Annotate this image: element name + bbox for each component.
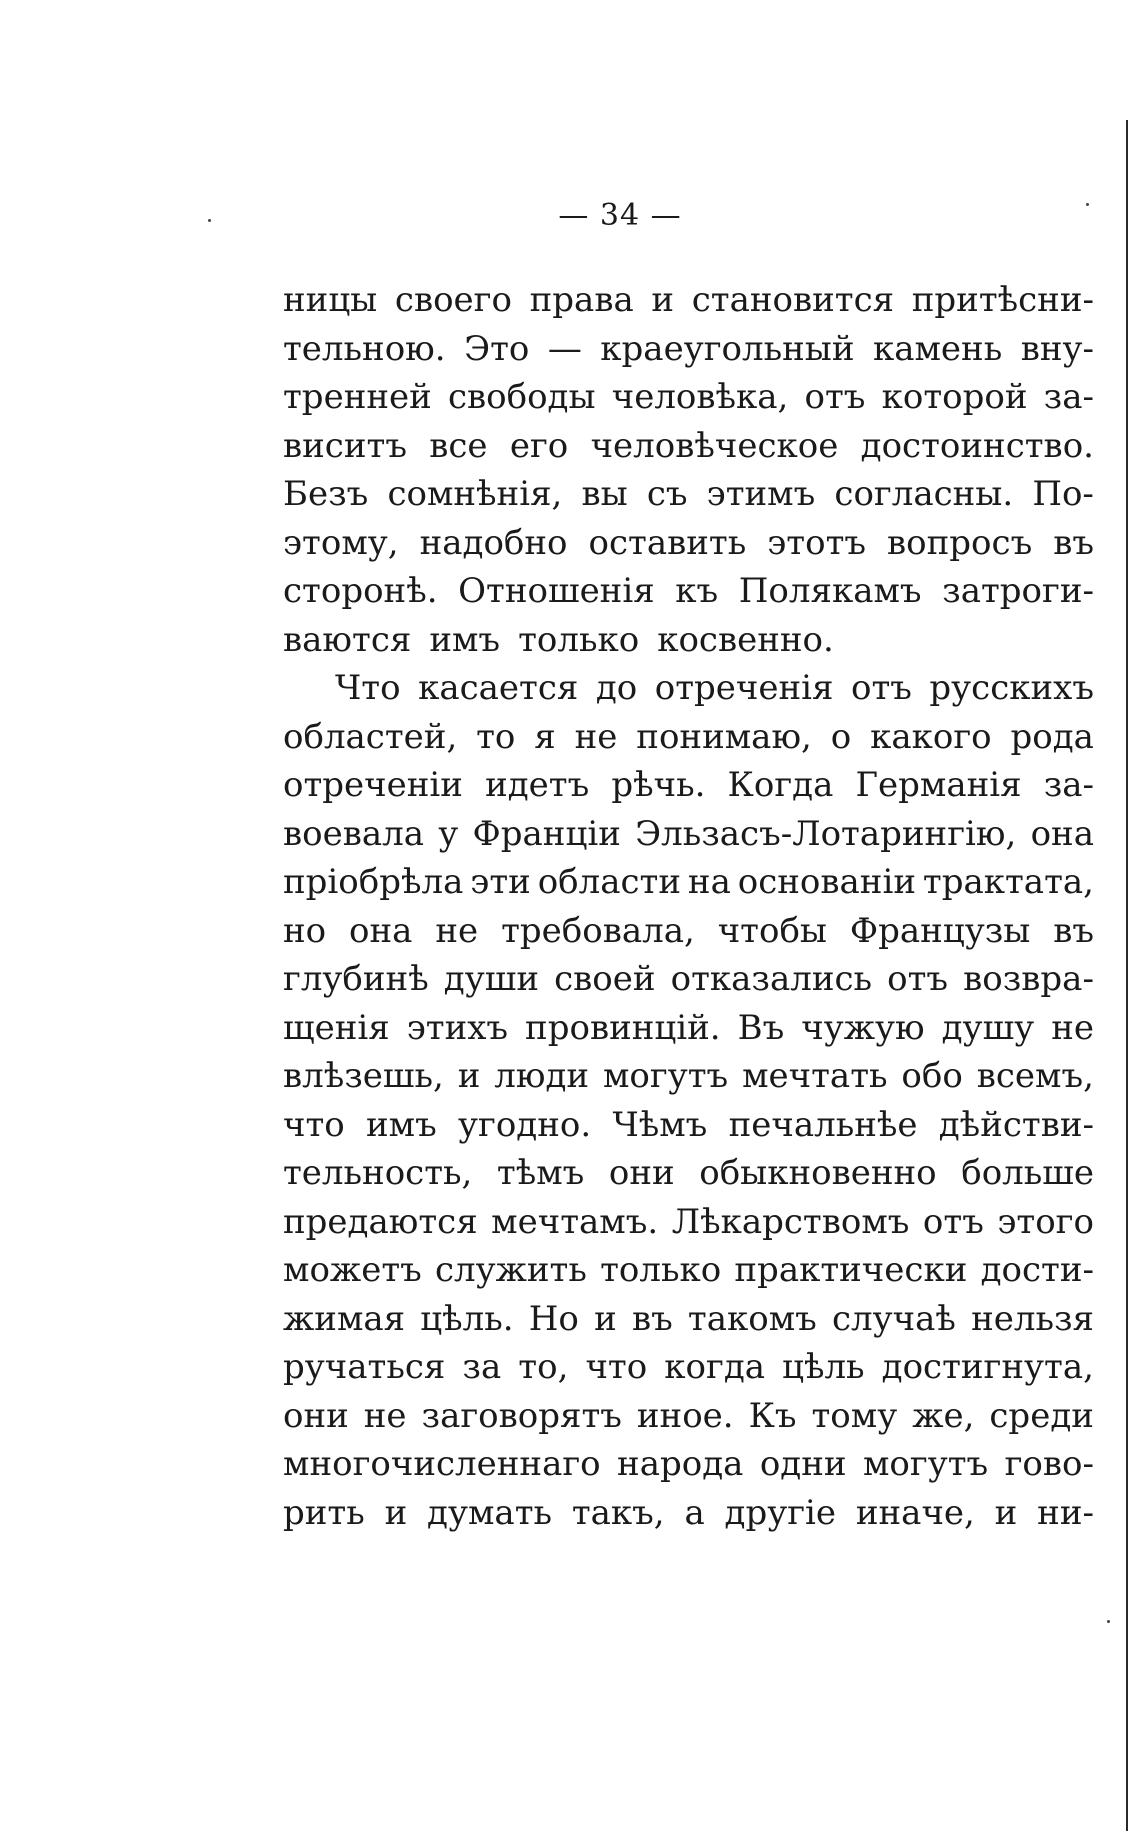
word: вы: [581, 474, 628, 514]
word: Франціи: [472, 813, 621, 854]
text-line: [283, 810, 1094, 859]
word: заговорятъ: [421, 1395, 622, 1436]
word: воевала: [283, 813, 425, 854]
word: въ: [1053, 522, 1094, 563]
word: до: [595, 668, 638, 708]
word: одни: [759, 1444, 847, 1484]
word: сторонѣ.: [283, 571, 438, 611]
word: Когда: [727, 765, 834, 805]
text-line: [283, 955, 1094, 1004]
word: имъ: [366, 1104, 437, 1145]
word: и: [994, 1492, 1018, 1533]
word: среди: [989, 1395, 1094, 1436]
word: такъ,: [571, 1492, 665, 1533]
word: не: [363, 1395, 407, 1436]
word: ручаться: [283, 1347, 446, 1387]
word: мечтамъ.: [491, 1201, 659, 1242]
word: могутъ: [602, 1056, 729, 1096]
page-edge-line: [1126, 120, 1128, 1831]
text-line: [283, 1343, 1094, 1392]
word: человѣка,: [611, 377, 789, 417]
word: ницы: [283, 280, 378, 320]
page-number: — 34 —: [558, 198, 682, 233]
word: предаются: [283, 1201, 478, 1242]
word: Что: [335, 668, 401, 708]
word: и: [384, 1492, 408, 1533]
word: она: [1030, 813, 1094, 854]
text-line: [283, 1440, 1094, 1489]
word: становится: [691, 280, 895, 320]
scan-speck: [1086, 203, 1089, 206]
word: трактата,: [922, 862, 1094, 902]
word: о: [830, 716, 852, 757]
word: Полякамъ: [738, 571, 922, 611]
text-line: [283, 858, 1094, 907]
word: что: [585, 1347, 648, 1387]
word: пріобрѣла: [283, 862, 464, 902]
word: своей: [554, 959, 656, 999]
word: отказались: [670, 959, 873, 999]
text-line: [283, 761, 1094, 810]
word: своего: [394, 280, 512, 320]
word: влѣзешь,: [283, 1056, 444, 1096]
word: за: [462, 1347, 502, 1387]
word: печальнѣе: [728, 1104, 918, 1145]
word: идетъ: [485, 765, 590, 805]
word: чужую: [801, 1007, 925, 1048]
word: По-: [1032, 474, 1094, 514]
word: провинцій.: [525, 1007, 721, 1048]
word: иное.: [636, 1395, 734, 1436]
word: на: [687, 862, 731, 902]
text-line: [283, 713, 1094, 762]
word: угодно.: [458, 1104, 592, 1145]
word: всемъ,: [976, 1056, 1094, 1096]
word: оставить: [588, 522, 747, 563]
text-line: [283, 567, 1094, 616]
text-line: [283, 470, 1094, 519]
text-line: [283, 1198, 1094, 1247]
word: иначе,: [855, 1492, 975, 1533]
word: Отношенія: [458, 571, 655, 611]
word: больше: [961, 1153, 1094, 1193]
word: права: [529, 280, 634, 320]
word: камень: [872, 328, 1003, 369]
word: можетъ: [283, 1250, 422, 1290]
word: нельзя: [971, 1298, 1094, 1339]
word: цѣль: [782, 1347, 865, 1387]
text-line: [283, 1246, 1094, 1295]
word: за-: [1043, 377, 1094, 417]
word: какого: [870, 716, 992, 757]
word: у: [438, 813, 459, 854]
text-line: [283, 1052, 1094, 1101]
word: Это: [464, 328, 530, 369]
word: обыкновенно: [699, 1153, 937, 1193]
word: надобно: [419, 522, 568, 563]
word: Къ: [748, 1395, 797, 1436]
word: виситъ: [283, 425, 407, 466]
word: ни-: [1037, 1492, 1094, 1533]
text-line: [283, 1149, 1094, 1198]
word: притѣсни-: [911, 280, 1094, 320]
word: вопросъ: [887, 522, 1033, 563]
text-line: [283, 325, 1094, 374]
word: затроги-: [942, 571, 1094, 611]
word: многочисленнаго: [283, 1444, 601, 1484]
word: свободы: [447, 377, 596, 417]
word: гово-: [1004, 1444, 1094, 1484]
word: то,: [518, 1347, 569, 1387]
text-line: [283, 422, 1094, 471]
text-line: [283, 1004, 1094, 1053]
word: основаніи: [737, 862, 916, 902]
word: косвенно.: [657, 619, 834, 660]
word: къ: [675, 571, 719, 611]
word: этотъ: [767, 522, 867, 563]
word: глубинѣ: [283, 959, 429, 999]
word: не: [435, 910, 479, 951]
word: щенія: [283, 1007, 390, 1048]
word: сомнѣнія,: [387, 474, 563, 514]
word: рѣчь.: [611, 765, 706, 805]
text-line: [283, 1295, 1094, 1344]
word: Германія: [855, 765, 1022, 805]
word: такомъ: [687, 1298, 817, 1339]
word: Чѣмъ: [612, 1104, 708, 1145]
word: областей,: [283, 716, 458, 757]
word: тѣмъ: [496, 1153, 585, 1193]
text-line: [283, 616, 1094, 665]
word: что: [283, 1104, 345, 1145]
word: я: [534, 716, 556, 757]
word: человѣческое: [590, 425, 839, 466]
word: отъ: [887, 959, 949, 999]
word: касается: [418, 668, 579, 708]
word: отъ: [804, 377, 866, 417]
word: и: [651, 280, 675, 320]
word: этого: [997, 1201, 1094, 1242]
word: Въ: [737, 1007, 785, 1048]
word: тому: [811, 1395, 898, 1436]
text-line: [283, 1101, 1094, 1150]
word: люди: [494, 1056, 590, 1096]
word: требовала,: [501, 910, 695, 951]
word: не: [574, 716, 618, 757]
word: въ: [1053, 910, 1094, 951]
word: думать: [427, 1492, 553, 1533]
word: отъ: [850, 668, 912, 708]
word: которой: [881, 377, 1028, 417]
word: народа: [617, 1444, 744, 1484]
word: они: [608, 1153, 675, 1193]
word: дости-: [980, 1250, 1094, 1290]
word: же,: [912, 1395, 975, 1436]
scan-speck: [1107, 1620, 1110, 1623]
word: они: [283, 1395, 349, 1436]
word: области: [537, 862, 682, 902]
text-line: [283, 664, 1094, 713]
word: обо: [901, 1056, 963, 1096]
word: достоинство.: [860, 425, 1094, 466]
word: только: [600, 1250, 722, 1290]
word: душу: [941, 1007, 1035, 1048]
word: его: [509, 425, 569, 466]
word: а: [684, 1492, 705, 1533]
word: ваются: [283, 619, 412, 660]
word: случаѣ: [832, 1298, 956, 1339]
word: понимаю,: [636, 716, 812, 757]
word: за-: [1043, 765, 1094, 805]
word: дѣйстви-: [938, 1104, 1094, 1145]
text-line: [283, 519, 1094, 568]
body-text: [283, 276, 1094, 1537]
word: чтобы: [717, 910, 827, 951]
word: съ: [646, 474, 688, 514]
word: и: [594, 1298, 617, 1339]
text-line: [283, 373, 1094, 422]
word: русскихъ: [929, 668, 1094, 708]
word: этихъ: [406, 1007, 509, 1048]
scan-speck: [208, 219, 211, 222]
word: цѣль.: [420, 1298, 514, 1339]
text-line: [283, 1489, 1094, 1538]
word: могутъ: [862, 1444, 989, 1484]
word: достигнута,: [881, 1347, 1094, 1387]
word: души: [443, 959, 540, 999]
word: Французы: [849, 910, 1031, 951]
word: не: [1051, 1007, 1094, 1048]
word: тренней: [283, 377, 432, 417]
text-line: [283, 1392, 1094, 1441]
word: отреченія: [654, 668, 834, 708]
text-line: [283, 907, 1094, 956]
word: служить: [434, 1250, 587, 1290]
word: этимъ: [706, 474, 816, 514]
word: она: [349, 910, 413, 951]
word: Но: [528, 1298, 579, 1339]
word: —: [547, 328, 582, 369]
word: вну-: [1020, 328, 1094, 369]
word: рить: [283, 1492, 365, 1533]
word: тельною.: [283, 328, 446, 369]
word: согласны.: [834, 474, 1014, 514]
word: но: [283, 910, 327, 951]
word: рода: [1010, 716, 1094, 757]
word: мечтать: [742, 1056, 888, 1096]
word: краеугольный: [600, 328, 855, 369]
text-line: [283, 276, 1094, 325]
word: жимая: [283, 1298, 406, 1339]
word: этому,: [283, 522, 399, 563]
word: практически: [734, 1250, 968, 1290]
word: только: [518, 619, 640, 660]
word: тельность,: [283, 1153, 473, 1193]
word: когда: [664, 1347, 766, 1387]
word: все: [429, 425, 488, 466]
word: Безъ: [283, 474, 369, 514]
word: эти: [470, 862, 531, 902]
word: Эльзасъ-Лотарингію,: [635, 813, 1017, 854]
word: имъ: [429, 619, 501, 660]
word: Лѣкарствомъ: [671, 1201, 910, 1242]
word: то: [476, 716, 516, 757]
word: въ: [631, 1298, 673, 1339]
word: и: [457, 1056, 481, 1096]
word: отъ: [922, 1201, 984, 1242]
word: возвра-: [963, 959, 1094, 999]
word: другіе: [724, 1492, 837, 1533]
word: отреченіи: [283, 765, 463, 805]
